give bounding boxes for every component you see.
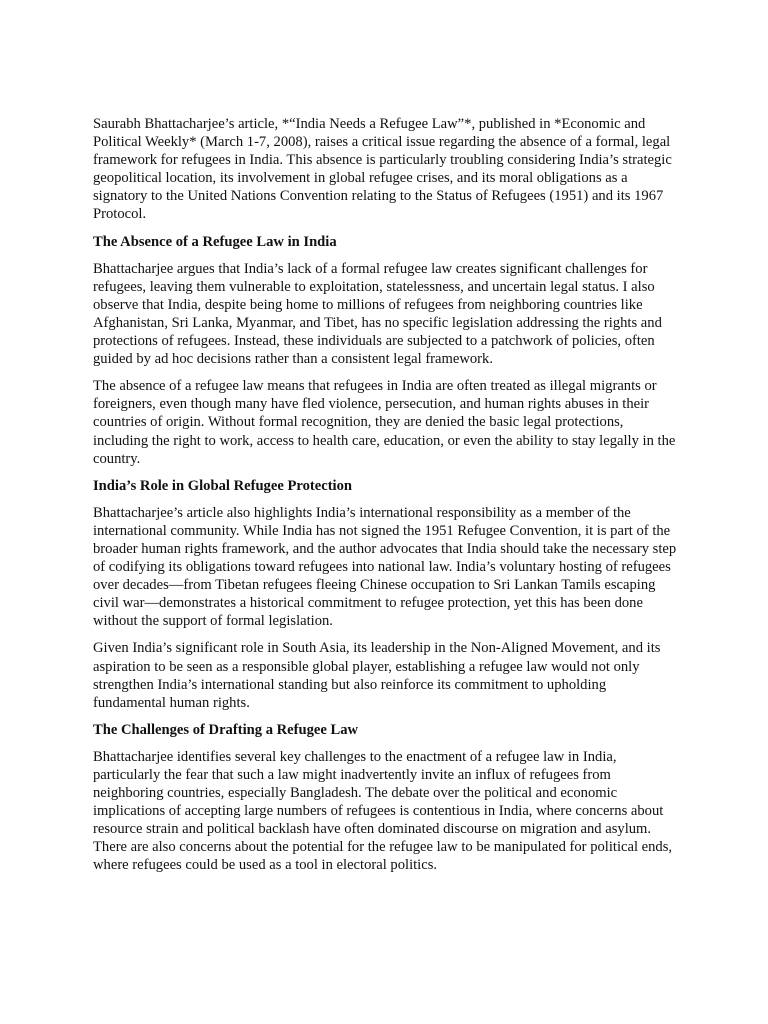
paragraph-absence-2: The absence of a refugee law means that refugees in India are often treated as illegal migrants or foreigners, even though many have fled violence, persecution, and human rights abuses in their countries of origin. Without formal recognition, they are denied the basic legal protections, including the right to work, access to health care, education, or even the ability to stay legally in the country. [93,378,676,467]
paragraph-global-role-1: Bhattacharjee’s article also highlights India’s international responsibility as a member of the international community. While India has not signed the 1951 Refugee Convention, it is part of the broader human rights framework, and the author advocates that India should take the necessary step of codifying its obligations toward refugees into national law. India’s voluntary hosting of refugees over decades—from Tibetan refugees fleeing Chinese occupation to Sri Lankan Tamils escaping civil war—demonstrates a historical commitment to refugee protection, yet this has been done without the support of formal legislation. [93,504,677,630]
intro-paragraph: Saurabh Bhattacharjee’s article, *“India Needs a Refugee Law”*, published in *Economic and Political Weekly* (March 1-7, 2008), raises a critical issue regarding the absence of a formal, legal framework for refugees in India. This absence is particularly troubling considering India’s strategic geopolitical location, its involvement in global refugee crises, and its moral obligations as a signatory to the United Nations Convention relating to the Status of Refugees (1951) and its 1967 Protocol. [93,116,672,223]
section-heading-global-role: India’s Role in Global Refugee Protection [93,477,353,494]
paragraph-global-role-2: Given India’s significant role in South Asia, its leadership in the Non-Aligned Movement, and its aspiration to be seen as a responsible global player, establishing a refugee law would not only strengthen India’s international standing but also reinforce its commitment to upholding fundamental human rights. [93,640,661,711]
paragraph-challenges-1: Bhattacharjee identifies several key challenges to the enactment of a refugee law in India, particularly the fear that such a law might inadvertently invite an influx of refugees from neighboring countries, especially Bangladesh. The debate over the political and economic implications of accepting large numbers of refugees is contentious in India, where concerns about resource strain and political backlash have often dominated discourse on migration and asylum. There are also concerns about the potential for the refugee law to be manipulated for political ends, where refugees could be used as a tool in electoral politics. [93,748,673,874]
paragraph-absence-1: Bhattacharjee argues that India’s lack of a formal refugee law creates significant challenges for refugees, leaving them vulnerable to exploitation, statelessness, and uncertain legal status. I also observe that India, despite being home to millions of refugees from neighboring countries like Afghanistan, Sri Lanka, Myanmar, and Tibet, has no specific legislation addressing the rights and protections of refugees. Instead, these individuals are subjected to a patchwork of policies, often guided by ad hoc decisions rather than a consistent legal framework. [93,260,662,368]
document-page [93,115,681,884]
section-heading-absence: The Absence of a Refugee Law in India [93,233,337,250]
section-heading-challenges: The Challenges of Drafting a Refugee Law [93,721,359,738]
